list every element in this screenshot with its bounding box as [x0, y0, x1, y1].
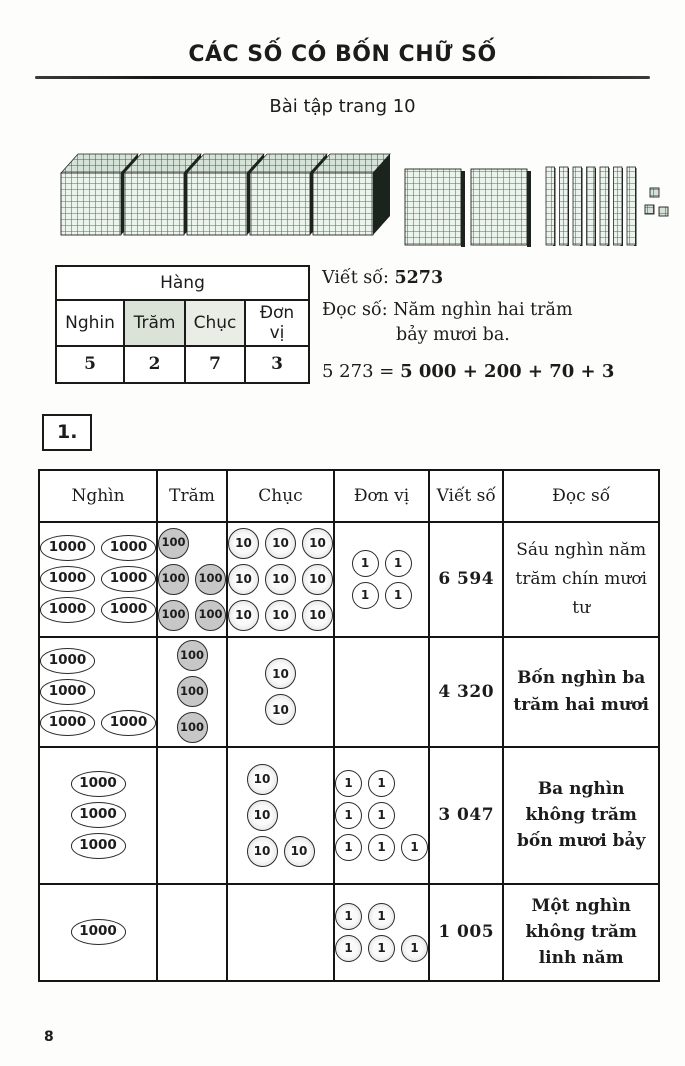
cell-chuc: [227, 747, 334, 884]
expansion-terms: 5 000 + 200 + 70 + 3: [400, 361, 615, 383]
token-group-100: [177, 638, 208, 746]
viet-so-value: 5273: [394, 268, 444, 288]
token-1000: 1000: [71, 833, 126, 859]
viet-so-line: [322, 267, 614, 290]
token-1: 1: [335, 770, 362, 797]
cell-nghin: [39, 637, 157, 747]
place-col-donvi: Đơn vị: [245, 300, 309, 346]
token-1: 1: [352, 582, 379, 609]
token-1000: 1000: [40, 597, 95, 623]
token-100: 100: [158, 528, 189, 559]
token-10: 10: [302, 600, 333, 631]
cell-donvi: [334, 522, 429, 637]
token-10: 10: [265, 564, 296, 595]
expansion-line: [322, 360, 614, 383]
token-group-1000: [71, 917, 126, 948]
place-table-digit-row: [56, 346, 309, 382]
token-group-10: [247, 761, 315, 869]
token-1: 1: [335, 903, 362, 930]
header-tram: Trăm: [157, 470, 227, 522]
token-1: 1: [335, 802, 362, 829]
token-1000: 1000: [71, 771, 126, 797]
token-10: 10: [228, 600, 259, 631]
token-10: 10: [265, 600, 296, 631]
token-10: 10: [247, 764, 278, 795]
token-100: 100: [195, 600, 226, 631]
number-summary-section: [25, 265, 660, 384]
token-1: 1: [368, 935, 395, 962]
exercise-table: [38, 469, 660, 982]
token-1: 1: [352, 550, 379, 577]
header-viet-so: Viết số: [429, 470, 503, 522]
header-donvi: Đơn vị: [334, 470, 429, 522]
doc-so-text-2: bảy mươi ba.: [396, 324, 510, 345]
token-1000: 1000: [40, 710, 95, 736]
cell-chuc: [227, 884, 334, 981]
token-1: 1: [368, 802, 395, 829]
place-value-table: [55, 265, 310, 384]
token-10: 10: [228, 564, 259, 595]
cell-viet-so: 4 320: [429, 637, 503, 747]
place-table-header-row: [56, 300, 309, 346]
token-group-10: [228, 525, 333, 633]
cell-tram: [157, 884, 227, 981]
exercise-number-box: 1.: [42, 414, 92, 451]
token-10: 10: [247, 836, 278, 867]
blocks-figure: [53, 147, 660, 257]
token-group-100: [158, 525, 226, 633]
cell-doc-so: Bốn nghìn ba trăm hai mươi: [503, 637, 659, 747]
textbook-page: [0, 42, 685, 982]
token-100: 100: [195, 564, 226, 595]
header-nghin: Nghìn: [39, 470, 157, 522]
cell-nghin: [39, 522, 157, 637]
token-1000: 1000: [101, 597, 156, 623]
page-number: 8: [44, 1029, 54, 1045]
header-doc-so: Đọc số: [503, 470, 659, 522]
cell-viet-so: 6 594: [429, 522, 503, 637]
cell-nghin: [39, 884, 157, 981]
blocks-svg: [53, 147, 678, 255]
digit-hundreds: 2: [124, 346, 185, 382]
token-1: 1: [335, 834, 362, 861]
token-10: 10: [265, 528, 296, 559]
token-1000: 1000: [40, 535, 95, 561]
token-1000: 1000: [101, 566, 156, 592]
token-1: 1: [335, 935, 362, 962]
token-1000: 1000: [40, 566, 95, 592]
title-divider: [35, 76, 650, 79]
table-row: [39, 884, 659, 981]
page-subtitle: Bài tập trang 10: [269, 96, 416, 117]
cell-donvi: [334, 637, 429, 747]
token-1: 1: [368, 770, 395, 797]
cell-doc-so: Một nghìn không trăm linh năm: [503, 884, 659, 981]
header-chuc: Chục: [227, 470, 334, 522]
token-1: 1: [401, 834, 428, 861]
cell-tram: [157, 747, 227, 884]
token-1: 1: [368, 903, 395, 930]
cell-donvi: [334, 747, 429, 884]
token-100: 100: [177, 712, 208, 743]
table-row: [39, 522, 659, 637]
exercise-table-header-row: [39, 470, 659, 522]
doc-so-line: [322, 299, 614, 322]
token-10: 10: [265, 658, 296, 689]
doc-so-text-1: Năm nghìn hai trăm: [393, 299, 573, 320]
token-group-1000: [40, 645, 156, 738]
place-col-chuc: Chục: [185, 300, 245, 346]
token-10: 10: [265, 694, 296, 725]
digit-thousands: 5: [56, 346, 124, 382]
token-1: 1: [385, 582, 412, 609]
cell-doc-so: Ba nghìn không trăm bốn mươi bảy: [503, 747, 659, 884]
cell-viet-so: 1 005: [429, 884, 503, 981]
place-col-nghin: Nghin: [56, 300, 124, 346]
doc-so-label: Đọc số:: [322, 299, 388, 320]
token-10: 10: [302, 564, 333, 595]
token-100: 100: [158, 564, 189, 595]
place-col-tram: Trăm: [124, 300, 185, 346]
cell-nghin: [39, 747, 157, 884]
digit-tens: 7: [185, 346, 245, 382]
cell-tram: [157, 637, 227, 747]
token-group-1: [335, 767, 428, 863]
digit-units: 3: [245, 346, 309, 382]
number-info: [322, 265, 614, 384]
token-10: 10: [228, 528, 259, 559]
token-1000: 1000: [71, 919, 126, 945]
token-1000: 1000: [101, 710, 156, 736]
token-100: 100: [177, 640, 208, 671]
token-group-1: [335, 900, 428, 964]
table-row: [39, 747, 659, 884]
token-1000: 1000: [40, 679, 95, 705]
token-1000: 1000: [71, 802, 126, 828]
cell-doc-so: Sáu nghìn năm trăm chín mươi tư: [503, 522, 659, 637]
token-1: 1: [368, 834, 395, 861]
doc-so-line-2: [322, 324, 614, 347]
token-100: 100: [177, 676, 208, 707]
place-table-title: Hàng: [56, 266, 309, 300]
token-10: 10: [247, 800, 278, 831]
token-1000: 1000: [40, 648, 95, 674]
token-group-1000: [71, 769, 126, 862]
cell-donvi: [334, 884, 429, 981]
token-10: 10: [284, 836, 315, 867]
cell-tram: [157, 522, 227, 637]
token-group-10: [265, 656, 296, 728]
cell-chuc: [227, 637, 334, 747]
token-1: 1: [401, 935, 428, 962]
token-group-1: [352, 547, 412, 611]
token-1000: 1000: [101, 535, 156, 561]
page-title: CÁC SỐ CÓ BỐN CHỮ SỐ: [188, 42, 497, 67]
table-row: [39, 637, 659, 747]
token-1: 1: [385, 550, 412, 577]
token-10: 10: [302, 528, 333, 559]
cell-viet-so: 3 047: [429, 747, 503, 884]
token-100: 100: [158, 600, 189, 631]
token-group-1000: [40, 533, 156, 626]
expansion-prefix: 5 273 =: [322, 361, 401, 383]
cell-chuc: [227, 522, 334, 637]
viet-so-label: Viết số:: [322, 268, 389, 288]
